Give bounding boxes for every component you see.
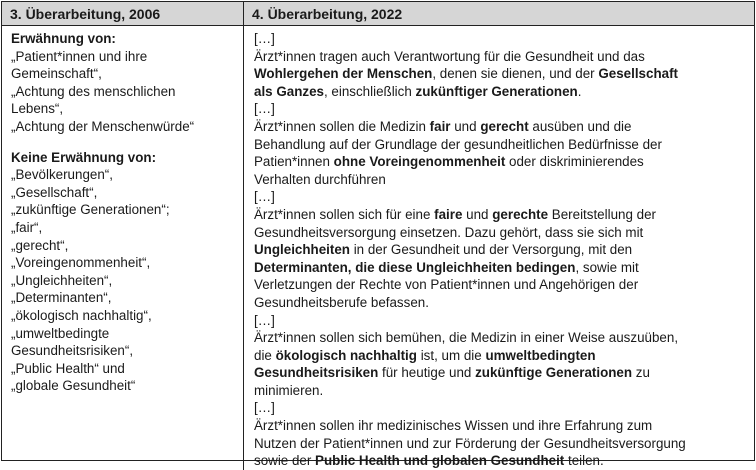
left-cell	[2, 26, 244, 470]
paragraph-3-line: Determinanten, die diese Ungleichheiten bedingen, sowie mit	[254, 259, 639, 275]
not-mentioned-item: „fair“,	[11, 219, 43, 235]
right-cell	[244, 26, 754, 470]
paragraph-3-line: Gesundheitsversorgung einsetzen. Dazu gehört, dass sie sich mit	[254, 224, 644, 240]
paragraph-3-line: Ungleichheiten in der Gesundheit und der Versorgung, mit den	[254, 242, 633, 258]
table-body-row	[2, 26, 754, 470]
not-mentioned-item: „Determinanten“,	[11, 290, 112, 306]
not-mentioned-item: „Voreingenommenheit“,	[11, 255, 151, 271]
paragraph-2-line: Behandlung auf der Grundlage der gesundheitlichen Bedürfnisse der	[254, 136, 662, 152]
ellipsis-marker: […]	[254, 31, 275, 46]
not-mentioned-item: „globale Gesundheit“	[11, 378, 136, 394]
paragraph-4-line: Ärzt*innen sollen sich bemühen, die Medizin in einer Weise auszuüben,	[254, 330, 679, 346]
not-mentioned-item: „zukünftige Generationen“;	[11, 202, 170, 218]
not-mentioned-item: „ökologisch nachhaltig“,	[11, 307, 152, 323]
paragraph-5-line: Ärzt*innen sollen ihr medizinisches Wissen und ihre Erfahrung zum	[254, 418, 653, 434]
not-mentioned-item: „Bevölkerungen“,	[11, 167, 113, 183]
header-right: 4. Überarbeitung, 2022	[252, 6, 403, 22]
paragraph-2-line: Verhalten durchführen	[254, 171, 386, 187]
not-mentioned-title: Keine Erwähnung von:	[11, 149, 157, 165]
mentioned-item: „Achtung des menschlichen	[11, 83, 176, 99]
ellipsis-marker: […]	[254, 189, 275, 205]
paragraph-2-line: Patien*innen ohne Voreingenommenheit oder diskriminierendes	[254, 154, 644, 170]
mentioned-item: Gemeinschaft“,	[11, 66, 102, 82]
not-mentioned-item: „umweltbedingte	[11, 325, 110, 341]
paragraph-1-line: Wohlergehen der Menschen, denen sie dienen, und der Gesellschaft	[254, 66, 678, 82]
mentioned-item: „Achtung der Menschenwürde“	[11, 118, 195, 134]
paragraph-1-line: Ärzt*innen tragen auch Verantwortung für die Gesundheit und das	[254, 48, 645, 64]
paragraph-5-line: Nutzen der Patient*innen und zur Förderung der Gesundheitsversorgung	[254, 435, 686, 451]
ellipsis-marker: […]	[254, 312, 275, 328]
paragraph-4-line: minimieren.	[254, 382, 324, 398]
mentioned-item: „Patient*innen und ihre	[11, 48, 148, 64]
mentioned-title: Erwähnung von:	[11, 31, 116, 46]
ellipsis-marker: […]	[254, 400, 275, 416]
not-mentioned-item: „Public Health“ und	[11, 360, 125, 376]
table-header-row	[2, 2, 754, 26]
paragraph-4-line: Gesundheitsrisiken für heutige und zukünftige Generationen zu	[254, 365, 650, 381]
header-left: 3. Überarbeitung, 2006	[2, 2, 244, 25]
paragraph-5-line: sowie der Public Health und globalen Gesundheit teilen.	[254, 453, 604, 469]
paragraph-1-line: als Ganzes, einschließlich zukünftiger Generationen.	[254, 83, 582, 99]
paragraph-2-line: Ärzt*innen sollen die Medizin fair und gerecht ausüben und die	[254, 118, 632, 134]
paragraph-3-line: Gesundheitsberufe befassen.	[254, 294, 429, 310]
not-mentioned-item: „Gesellschaft“,	[11, 184, 98, 200]
paragraph-3-line: Verletzungen der Rechte von Patient*innen und Angehörigen der	[254, 277, 639, 293]
paragraph-3-line: Ärzt*innen sollen sich für eine faire und gerechte Bereitstellung der	[254, 206, 656, 222]
not-mentioned-item: „gerecht“,	[11, 237, 69, 253]
mentioned-item: Lebens“,	[11, 101, 64, 117]
paragraph-4-line: die ökologisch nachhaltig ist, um die umweltbedingten	[254, 347, 596, 363]
not-mentioned-item: Gesundheitsrisiken“,	[11, 343, 134, 359]
ellipsis-marker: […]	[254, 101, 275, 117]
not-mentioned-item: „Ungleichheiten“,	[11, 272, 113, 288]
comparison-table	[1, 1, 755, 469]
